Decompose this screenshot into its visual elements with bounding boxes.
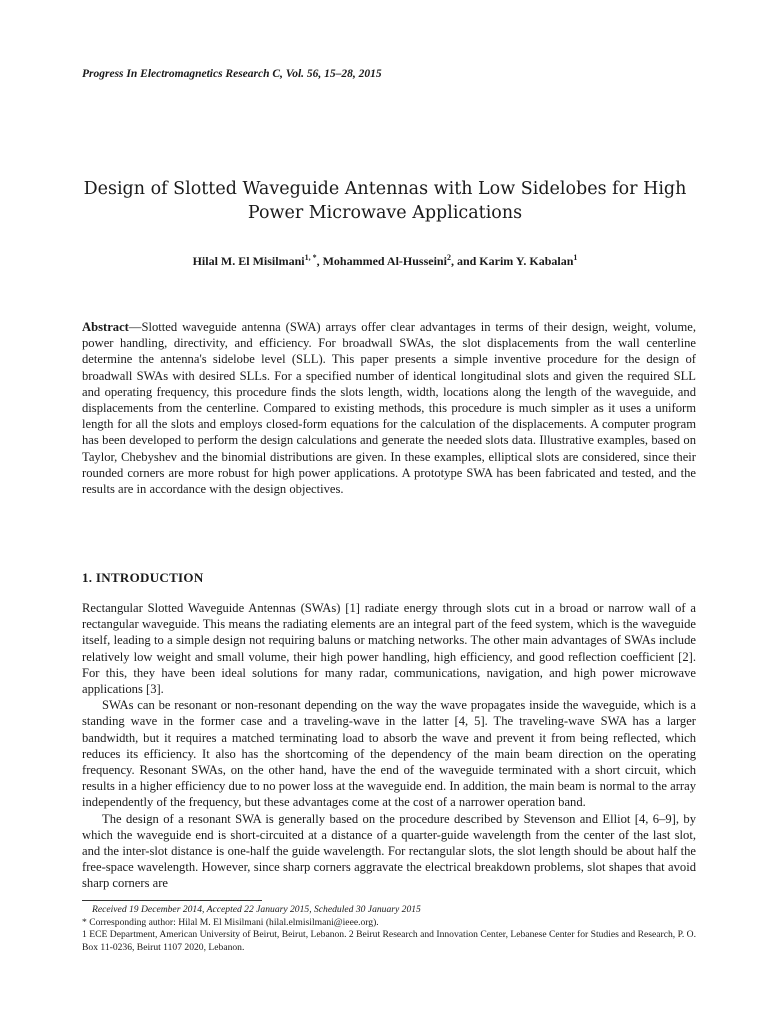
author-2-affiliation: 2 bbox=[446, 253, 451, 262]
footnote-affiliations: 1 ECE Department, American University of Beirut, Beirut, Lebanon. 2 Beirut Research and Innovation Center, Lebanese Center for Studies and Research, P. O. Box 11-0236, Beirut 1107 2020, Lebanon. bbox=[82, 929, 696, 953]
author-3-name: Karim Y. Kabalan bbox=[479, 254, 574, 268]
title-line-1: Design of Slotted Waveguide Antennas with Low Sidelobes for High bbox=[83, 179, 687, 199]
author-list: Hilal M. El Misilmani$^{1, *}$, Mohammed Al-Husseini$^2$, and Karim Y. Kabalan$^1$ bbox=[192, 253, 578, 268]
abstract-label: Abstract bbox=[82, 320, 129, 334]
introduction-body bbox=[82, 600, 696, 892]
abstract bbox=[82, 319, 696, 497]
abstract-text: —Slotted waveguide antenna (SWA) arrays offer clear advantages in terms of their design, weight, volume, power handling, directivity, and efficiency. For broadwall SWAs, the slot displacements from the wall centerline determine the antenna's sidelobe level (SLL). This paper presents a simple inventive procedure for the design of broadwall SWAs with desired SLLs. For a specified number of identical longitudinal slots and given the required SLL and operating frequency, this procedure finds the slots length, width, locations along the length of the waveguide, and displacements from the centerline. Compared to existing methods, this procedure is much simpler as it uses a uniform length for all the slots and employs closed-form equations for the calculation of the displacements. A computer program has been developed to perform the design calculations and generate the needed slots data. Illustrative examples, based on Taylor, Chebyshev and the binomial distributions are given. In these examples, elliptical slots are considered, since their rounded corners are more robust for high power applications. A prototype SWA has been fabricated and tested, and the results are in accordance with the design objectives. bbox=[82, 320, 696, 497]
footnotes bbox=[82, 904, 696, 954]
footnote-received-dates: Received 19 December 2014, Accepted 22 January 2015, Scheduled 30 January 2015 bbox=[92, 904, 421, 915]
author-separator: , and bbox=[450, 254, 480, 268]
author-3-affiliation: 1 bbox=[573, 253, 578, 262]
title-line-2: Power Microwave Applications bbox=[247, 203, 523, 223]
section-heading-introduction: 1. INTRODUCTION bbox=[82, 570, 204, 585]
paper-title bbox=[60, 177, 710, 225]
author-1-name: Hilal M. El Misilmani bbox=[192, 254, 305, 268]
intro-paragraph-1: Rectangular Slotted Waveguide Antennas (SWAs) [1] radiate energy through slots cut in a broad or narrow wall of a rectangular waveguide. This means the radiating elements are an integral part of the feed system, which is the waveguide itself, leading to a simple design not requiring baluns or matching networks. The other main advantages of SWAs include relatively low weight and small volume, their high power handling, high efficiency, and good reflection coefficient [2]. For this, they have been ideal solutions for many radar, communications, navigation, and high power microwave applications [3]. bbox=[82, 601, 696, 697]
author-2-name: Mohammed Al-Husseini bbox=[322, 254, 447, 268]
journal-header: Progress In Electromagnetics Research C, Vol. 56, 15–28, 2015 bbox=[82, 68, 382, 80]
footnote-corresponding-author: * Corresponding author: Hilal M. El Misilmani (hilal.elmisilmani@ieee.org). bbox=[82, 916, 379, 928]
intro-paragraph-2: SWAs can be resonant or non-resonant depending on the way the wave propagates inside the waveguide, which is a standing wave in the former case and a traveling-wave in the latter [4, 5]. The traveling-wave SWA has a larger bandwidth, but it requires a matched terminating load to absorb the wave and prevent it from being reflected, which reduces its efficiency. It also has the shortcoming of the dependency of the main beam direction on the operating frequency. Resonant SWAs, on the other hand, have the end of the waveguide terminated with a short circuit, which results in a higher efficiency due to no power loss at the waveguide end. In addition, the main beam is normal to the array independently of the frequency, but these advantages come at the cost of a narrower operation band. bbox=[82, 698, 696, 810]
intro-paragraph-3: The design of a resonant SWA is generally based on the procedure described by Stevenson and Elliot [4, 6–9], by which the waveguide end is short-circuited at a distance of a quarter-guide wavelength from the center of the last slot, and the inter-slot distance is one-half the guide wavelength. For rectangular slots, the slot length should be about half the free-space wavelength. However, since sharp corners aggravate the electrical breakdown problems, slot shapes that avoid sharp corners are bbox=[82, 811, 696, 891]
author-1-affiliation: 1, * bbox=[304, 253, 317, 262]
footnote-divider bbox=[82, 900, 262, 901]
